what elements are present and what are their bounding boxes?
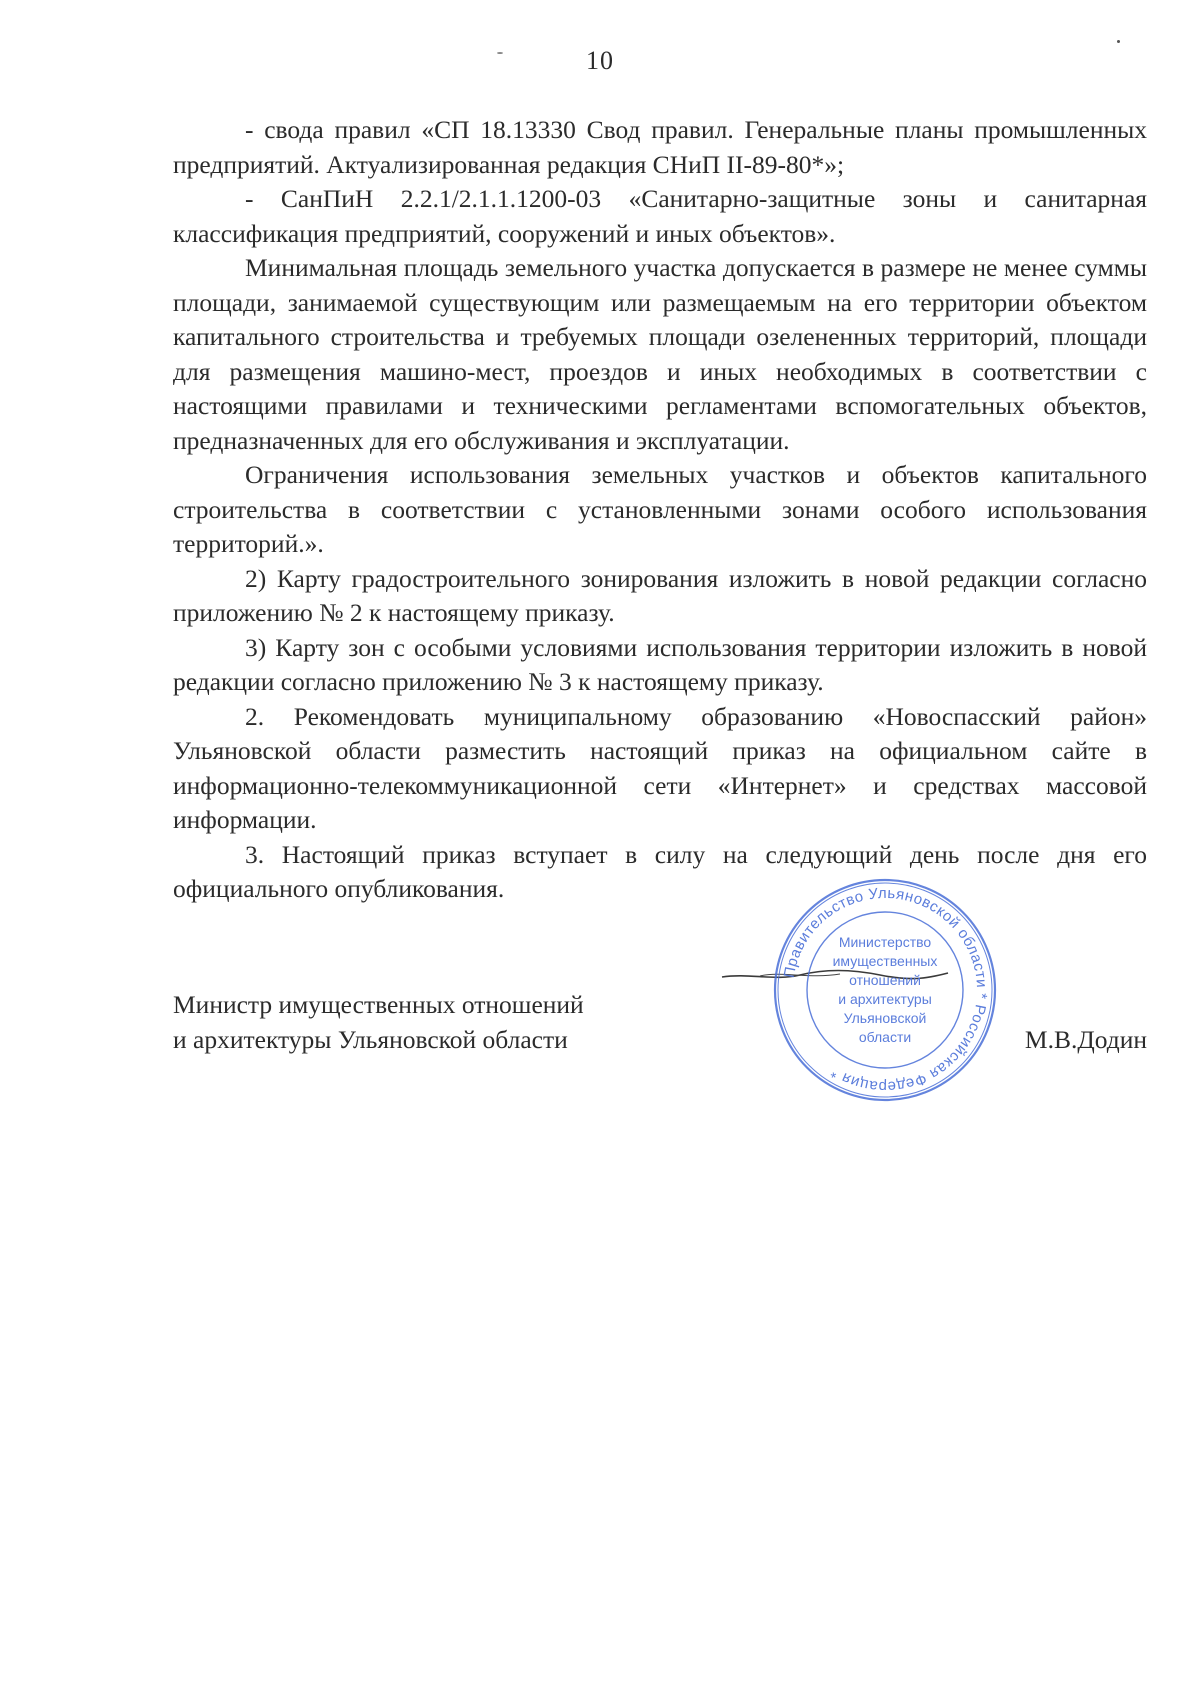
paragraph-sanpin: - СанПиН 2.2.1/2.1.1.1200-03 «Санитарно-защитные зоны и санитарная классификация предприятий, сооружений и иных объектов». bbox=[173, 184, 1147, 248]
official-seal bbox=[770, 875, 1000, 1105]
paragraph-publication: 2. Рекомендовать муниципальному образованию «Новоспасский район» Ульяновской области разместить настоящий приказ на официальном сайте в информационно-телекоммуникационной сети «Интернет» и средствах массовой информации. bbox=[173, 701, 1147, 834]
seal-inner-line: области bbox=[858, 1029, 912, 1045]
paragraph-restrictions: Ограничения использования земельных участков и объектов капитального строительства в соответствии с установленными зонами особого использования территорий.». bbox=[173, 460, 1147, 558]
signer-title-line1: Министр имущественных отношений bbox=[173, 990, 584, 1019]
seal-inner-line: Ульяновской bbox=[843, 1010, 927, 1026]
seal-outer-text: Правительство Ульяновской области * Российская Федерация * bbox=[780, 884, 991, 1096]
signer-name: М.В.Додин bbox=[1024, 1024, 1147, 1054]
seal-inner-line: Министерство bbox=[838, 934, 932, 950]
page-number: 10 bbox=[586, 46, 614, 75]
document-body bbox=[173, 113, 1147, 907]
paragraph-zoning-map: 2) Карту градостроительного зонирования изложить в новой редакции согласно приложению № 2 к настоящему приказу. bbox=[173, 563, 1147, 627]
signer-title-line2: и архитектуры Ульяновской области bbox=[173, 1024, 568, 1054]
paragraph-special-zones-map: 3) Карту зон с особыми условиями использования территории изложить в новой редакции согласно приложению № 3 к настоящему приказу. bbox=[173, 632, 1147, 696]
signer-title bbox=[173, 988, 584, 1057]
seal-inner-line: имущественных bbox=[832, 953, 938, 969]
svg-text:Правительство Ульяновской обла bbox=[781, 885, 990, 1095]
scan-speck bbox=[497, 52, 503, 54]
paragraph-sp-rules: - свода правил «СП 18.13330 Свод правил. Генеральные планы промышленных предприятий. Актуализированная редакция СНиП II-89-80*»; bbox=[173, 115, 1147, 179]
paragraph-min-area: Минимальная площадь земельного участка допускается в размере не менее суммы площади, занимаемой существующим или размещаемым на его территории объектом капитального строительства и требуемых площади озелененных территорий, площади для размещения машино-мест, проездов и иных необходимых в соответствии с настоящими правилами и техническими регламентами вспомогательных объектов, предназначенных для его обслуживания и эксплуатации. bbox=[173, 253, 1147, 455]
seal-inner-line: отношений bbox=[849, 972, 921, 988]
scan-speck bbox=[1117, 40, 1120, 43]
seal-inner-line: и архитектуры bbox=[838, 991, 932, 1007]
paragraph-effective-date: 3. Настоящий приказ вступает в силу на следующий день после дня его официального опубликования. bbox=[173, 839, 1147, 903]
